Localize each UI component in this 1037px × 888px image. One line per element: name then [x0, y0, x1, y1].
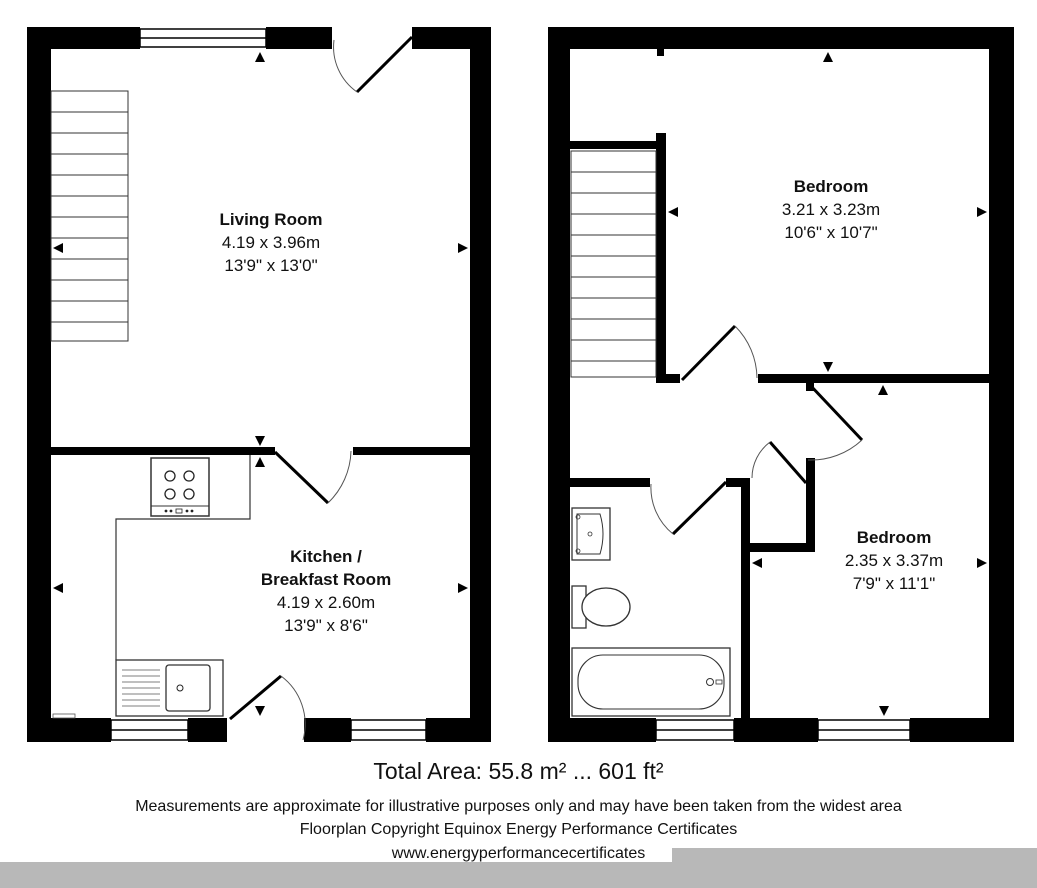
footer-bar — [0, 862, 1037, 888]
hob-icon — [151, 458, 209, 516]
first-floor-walls — [548, 27, 1014, 742]
door-bathroom — [651, 482, 726, 534]
room-metric-size: 3.21 x 3.23m — [781, 200, 881, 219]
window-living-top — [140, 29, 266, 47]
first-floor — [548, 27, 1014, 742]
room-imperial-size: 13'9" x 8'6" — [284, 616, 368, 635]
room-name-line1: Kitchen / — [290, 547, 362, 566]
copyright-text: Floorplan Copyright Equinox Energy Performance Certificates — [299, 821, 738, 838]
room-metric-size: 4.19 x 3.96m — [221, 233, 321, 252]
window-kitchen-bottom-right — [351, 720, 426, 740]
bathroom-basin-icon — [572, 508, 610, 560]
door-bedroom-2 — [808, 385, 862, 460]
room-name: Bedroom — [793, 177, 869, 196]
room-imperial-size: 7'9" x 11'1" — [852, 574, 936, 593]
room-name: Living Room — [219, 210, 323, 229]
footer-bar-notch — [672, 848, 1037, 862]
first-floor-doors — [651, 326, 862, 534]
boiler-icon — [53, 714, 75, 718]
disclaimer-text: Measurements are approximate for illustrative purposes only and may have been taken from the widest area — [135, 798, 902, 815]
bath-icon — [572, 648, 730, 716]
window-kitchen-bottom-left — [111, 720, 188, 740]
room-label-bedroom-2 — [794, 526, 994, 595]
toilet-icon — [572, 586, 630, 628]
total-area: Total Area: 55.8 m² ... 601 ft² — [373, 758, 664, 784]
room-imperial-size: 13'9" x 13'0" — [224, 256, 318, 275]
window-bathroom — [656, 720, 734, 740]
kitchen-sink-icon — [116, 660, 223, 716]
ground-floor-stairs — [51, 91, 128, 341]
website-text: www.energyperformancecertificates — [391, 845, 646, 862]
room-metric-size: 2.35 x 3.37m — [844, 551, 944, 570]
first-floor-dimension-arrows — [668, 52, 987, 716]
room-name-line2: Breakfast Room — [260, 570, 392, 589]
room-metric-size: 4.19 x 2.60m — [276, 593, 376, 612]
door-bedroom-1 — [682, 326, 757, 380]
front-door — [334, 37, 412, 92]
room-name: Bedroom — [856, 528, 932, 547]
window-bedroom-2 — [818, 720, 910, 740]
back-door — [230, 676, 305, 740]
room-label-bedroom-1 — [731, 175, 931, 244]
door-living-kitchen — [275, 451, 351, 503]
door-cupboard — [752, 442, 806, 483]
first-floor-stairs — [571, 151, 656, 377]
room-label-kitchen — [226, 545, 426, 637]
room-imperial-size: 10'6" x 10'7" — [784, 223, 878, 242]
room-label-living-room — [171, 208, 371, 277]
